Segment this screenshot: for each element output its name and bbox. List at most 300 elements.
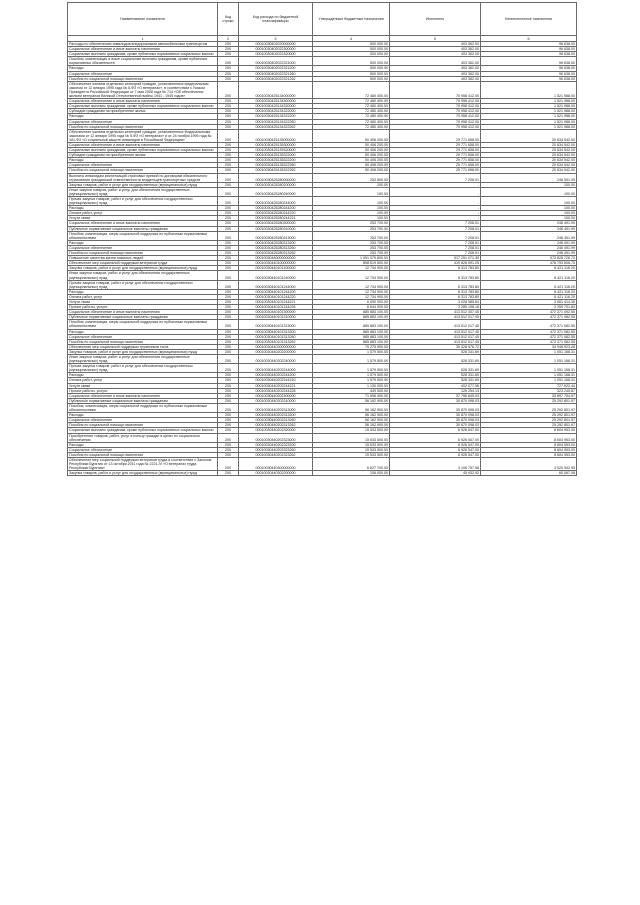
table-row [68, 280, 577, 289]
row-code-cell: 200 [218, 240, 239, 245]
row-unexecuted-cell: 25 292 801.97 [481, 423, 577, 428]
row-code-cell: 200 [218, 221, 239, 226]
row-unexecuted-cell: 1 051 168.31 [481, 373, 577, 378]
row-name-cell: Социальное обеспечение [68, 119, 218, 124]
row-name-cell: Социальное обеспечение и иные выплаты населению [68, 310, 218, 315]
row-unexecuted-cell: 60 067.08 [481, 471, 577, 476]
row-kbk-cell: 00010030440202310000 [239, 398, 313, 403]
row-code-cell: 200 [218, 299, 239, 304]
row-approved-cell: 15 533 500.00 [313, 433, 390, 442]
table-row [68, 197, 577, 206]
row-name-cell: Социальные выплаты гражданам, кроме публичных нормативных социальных выплат [68, 104, 218, 109]
row-kbk-cell: 00010030440101244200 [239, 289, 313, 294]
row-executed-cell: 6 313 783.80 [390, 271, 481, 280]
row-approved-cell: 72 480 400.00 [313, 109, 390, 114]
row-code-cell: 200 [218, 447, 239, 452]
row-kbk-cell: 00010030425280244221 [239, 216, 313, 221]
row-unexecuted-cell: 34 946 923.28 [481, 344, 577, 349]
row-approved-cell: 15 533 500.00 [313, 442, 390, 447]
row-unexecuted-cell: 1 521 988.00 [481, 81, 577, 98]
row-unexecuted-cell: 25 292 801.97 [481, 398, 577, 403]
row-name-cell: Закупка товаров, работ и услуг для государственных (муниципальных) нужд [68, 349, 218, 354]
row-code-cell: 200 [218, 168, 239, 173]
row-unexecuted-cell: 246 591.99 [481, 173, 577, 182]
row-approved-cell: 12 734 900.00 [313, 271, 390, 280]
row-approved-cell: 15 533 500.00 [313, 447, 390, 452]
row-kbk-cell: 00010030440202200000 [239, 349, 313, 354]
row-code-cell: 200 [218, 423, 239, 428]
row-executed-cell: 70 958 412.00 [390, 114, 481, 119]
row-kbk-cell: 00010030440101244221 [239, 299, 313, 304]
row-name-cell: Расходы [68, 66, 218, 71]
row-approved-cell: 885 883 100.00 [313, 329, 390, 334]
row-kbk-cell: 00010030440202313200 [239, 413, 313, 418]
row-executed-cell: - [390, 206, 481, 211]
row-kbk-cell: 00010030440202244221 [239, 383, 313, 388]
row-approved-cell: 72 480 400.00 [313, 119, 390, 124]
row-approved-cell: 70 275 900.00 [313, 344, 390, 349]
row-code-cell: 200 [218, 339, 239, 344]
row-unexecuted-cell: 8 604 953.00 [481, 447, 577, 452]
row-executed-cell: 7 208.01 [390, 173, 481, 182]
row-unexecuted-cell: 96 638.00 [481, 66, 577, 71]
row-name-cell: Иные закупки товаров, работ и услуг для обеспечения государственных (муниципальных) нужд [68, 187, 218, 196]
row-unexecuted-cell: 96 638.00 [481, 71, 577, 76]
row-approved-cell: 56 162 900.00 [313, 398, 390, 403]
row-approved-cell: 253 700.00 [313, 240, 390, 245]
row-approved-cell: 898 619 600.00 [313, 261, 390, 266]
row-code-cell: 200 [218, 373, 239, 378]
row-executed-cell: 6 926 547.00 [390, 428, 481, 433]
row-approved-cell: 100.00 [313, 211, 390, 216]
row-code-cell: 200 [218, 231, 239, 240]
row-kbk-cell: 00010030440200000000 [239, 344, 313, 349]
row-name-cell: Субсидии гражданам на приобретение жилья [68, 109, 218, 114]
row-code-cell: 200 [218, 364, 239, 373]
table-row [68, 320, 577, 329]
row-kbk-cell: 00010030440202300000 [239, 393, 313, 398]
row-kbk-cell: 00010030440202323000 [239, 433, 313, 442]
row-approved-cell: 50 406 200.00 [313, 163, 390, 168]
row-approved-cell: 56 162 900.00 [313, 418, 390, 423]
row-approved-cell: 1 579 500.00 [313, 373, 390, 378]
row-approved-cell: 6 627 700.00 [313, 457, 390, 470]
row-unexecuted-cell: 323 245.87 [481, 388, 577, 393]
row-unexecuted-cell: 246 491.99 [481, 251, 577, 256]
row-kbk-cell: 00010030402022321200 [239, 66, 313, 71]
row-code-cell: 200 [218, 349, 239, 354]
row-executed-cell: 3 285 198.16 [390, 305, 481, 310]
row-code-cell: 200 [218, 142, 239, 147]
row-executed-cell: 403 362.00 [390, 47, 481, 52]
row-name-cell: Пособия по социальной помощи населению [68, 76, 218, 81]
row-approved-cell: 1 579 500.00 [313, 378, 390, 383]
row-kbk-cell: 00010030425280313000 [239, 231, 313, 240]
row-name-cell: Прочая закупка товаров, работ и услуг для обеспечения государственных (муниципальных) нужд [68, 364, 218, 373]
row-code-cell: 200 [218, 310, 239, 315]
row-name-cell: Услуги связи [68, 216, 218, 221]
row-name-cell: Закупка товаров, работ и услуг для государственных (муниципальных) нужд [68, 182, 218, 187]
row-name-cell: Расходы [68, 240, 218, 245]
row-unexecuted-cell: 20 634 542.00 [481, 129, 577, 142]
row-unexecuted-cell: 1 521 988.00 [481, 114, 577, 119]
row-executed-cell: 528 331.69 [390, 355, 481, 364]
row-name-cell: Субсидии гражданам на приобретение жилья [68, 153, 218, 158]
row-name-cell: Повышение качества жизни пожилых людей [68, 256, 218, 261]
table-header-row [68, 3, 577, 36]
row-kbk-cell: 00010030425280244220 [239, 211, 313, 216]
row-name-cell: Расходы [68, 329, 218, 334]
row-name-cell: Пособия по социальной помощи населению [68, 251, 218, 256]
row-unexecuted-cell: 100.00 [481, 211, 577, 216]
row-executed-cell: 30 870 098.03 [390, 403, 481, 412]
row-code-cell: 200 [218, 442, 239, 447]
row-approved-cell: 100.00 [313, 197, 390, 206]
row-kbk-cell: 00010030425134322262 [239, 124, 313, 129]
row-unexecuted-cell: 20 634 542.00 [481, 158, 577, 163]
row-name-cell: Выплаты инвалидам компенсаций страховых премий по договорам обязательного страхования гражданской ответственности владельцев транспортных средств [68, 173, 218, 182]
row-kbk-cell: 00010030440101244226 [239, 305, 313, 310]
row-executed-cell: 413 512 017.45 [390, 334, 481, 339]
row-code-cell: 200 [218, 393, 239, 398]
row-approved-cell: 72 480 400.00 [313, 114, 390, 119]
row-unexecuted-cell: 25 292 801.97 [481, 403, 577, 412]
header-indicator-name: Наименование показателя [68, 3, 218, 36]
row-kbk-cell: 00010030402020000000 [239, 42, 313, 47]
row-kbk-cell: 00010030440202313000 [239, 403, 313, 412]
row-kbk-cell: 00010030440202240000 [239, 355, 313, 364]
row-unexecuted-cell: 20 634 542.00 [481, 163, 577, 168]
row-executed-cell: 528 331.69 [390, 378, 481, 383]
row-name-cell: Пособия, компенсации, меры социальной поддержки по публичным нормативным обязательствам [68, 320, 218, 329]
row-code-cell: 200 [218, 148, 239, 153]
row-name-cell: Оплата работ, услуг [68, 211, 218, 216]
row-name-cell: Пособия по социальной помощи населению [68, 423, 218, 428]
row-executed-cell: 7 208.01 [390, 251, 481, 256]
row-unexecuted-cell: 20 634 542.00 [481, 168, 577, 173]
row-kbk-cell: 00010030425280310000 [239, 226, 313, 231]
row-code-cell: 200 [218, 398, 239, 403]
table-row [68, 129, 577, 142]
row-executed-cell: - [390, 187, 481, 196]
row-code-cell: 200 [218, 187, 239, 196]
table-row [68, 433, 577, 442]
row-executed-cell: 3 106 757.58 [390, 457, 481, 470]
row-code-cell: 200 [218, 388, 239, 393]
row-approved-cell: 1 579 500.00 [313, 355, 390, 364]
row-approved-cell: 106 000.00 [313, 471, 390, 476]
row-executed-cell: 7 208.01 [390, 231, 481, 240]
row-approved-cell: 885 883 100.00 [313, 310, 390, 315]
row-kbk-cell: 00010030440202323260 [239, 447, 313, 452]
row-kbk-cell: 00010030440302200000 [239, 471, 313, 476]
row-executed-cell: 6 313 783.80 [390, 280, 481, 289]
row-kbk-cell: 00010030440202313260 [239, 418, 313, 423]
column-number: 3 [239, 36, 313, 42]
row-approved-cell: 56 162 900.00 [313, 413, 390, 418]
row-unexecuted-cell: 1 521 988.00 [481, 104, 577, 109]
row-approved-cell: 885 883 100.00 [313, 339, 390, 344]
row-approved-cell: 100.00 [313, 187, 390, 196]
row-executed-cell: 70 958 412.00 [390, 81, 481, 98]
row-code-cell: 200 [218, 163, 239, 168]
row-approved-cell: 100.00 [313, 182, 390, 187]
row-code-cell: 200 [218, 355, 239, 364]
row-approved-cell: 885 883 100.00 [313, 334, 390, 339]
row-name-cell: Расходы [68, 289, 218, 294]
header-line-code: Код строки [218, 3, 239, 36]
row-approved-cell: 72 480 400.00 [313, 104, 390, 109]
row-code-cell: 200 [218, 104, 239, 109]
row-executed-cell: - [390, 216, 481, 221]
row-unexecuted-cell: 20 634 542.00 [481, 148, 577, 153]
row-approved-cell: 56 162 900.00 [313, 403, 390, 412]
row-unexecuted-cell: 20 634 542.00 [481, 142, 577, 147]
row-approved-cell: 253 800.00 [313, 173, 390, 182]
row-code-cell: 200 [218, 452, 239, 457]
row-code-cell: 200 [218, 329, 239, 334]
row-unexecuted-cell: 472 371 082.55 [481, 320, 577, 329]
row-kbk-cell: 00010030425134322000 [239, 109, 313, 114]
row-unexecuted-cell: 1 521 988.00 [481, 99, 577, 104]
row-unexecuted-cell: 472 371 082.55 [481, 334, 577, 339]
row-executed-cell: 29 771 658.00 [390, 129, 481, 142]
row-executed-cell: 30 870 098.03 [390, 423, 481, 428]
row-approved-cell: 100.00 [313, 216, 390, 221]
row-executed-cell: 403 362.00 [390, 57, 481, 66]
row-unexecuted-cell: 472 371 082.55 [481, 339, 577, 344]
row-executed-cell: 7 208.01 [390, 245, 481, 250]
row-name-cell: Социальные выплаты гражданам, кроме публичных нормативных социальных выплат [68, 148, 218, 153]
row-executed-cell: 413 512 017.45 [390, 315, 481, 320]
row-code-cell: 200 [218, 280, 239, 289]
row-approved-cell: 12 734 900.00 [313, 266, 390, 271]
row-code-cell: 200 [218, 206, 239, 211]
row-approved-cell: 6 644 900.00 [313, 305, 390, 310]
row-name-cell: Пособия по социальной помощи населению [68, 168, 218, 173]
row-code-cell: 200 [218, 245, 239, 250]
row-name-cell: Закупка товаров, работ и услуг для государственных (муниципальных) нужд [68, 471, 218, 476]
row-name-cell: Социальное обеспечение [68, 418, 218, 423]
table-row [68, 457, 577, 470]
row-kbk-cell: 00010030425280313262 [239, 251, 313, 256]
row-unexecuted-cell: 3 359 701.84 [481, 305, 577, 310]
row-approved-cell: 500 000.00 [313, 52, 390, 57]
row-unexecuted-cell: 1 521 988.00 [481, 109, 577, 114]
row-unexecuted-cell: 100.00 [481, 206, 577, 211]
row-unexecuted-cell: 3 061 414.36 [481, 299, 577, 304]
row-executed-cell: 29 771 658.00 [390, 163, 481, 168]
row-approved-cell: 50 406 200.00 [313, 142, 390, 147]
row-unexecuted-cell: 96 638.00 [481, 52, 577, 57]
row-executed-cell: 70 958 412.00 [390, 99, 481, 104]
row-code-cell: 200 [218, 211, 239, 216]
row-unexecuted-cell: 6 421 116.20 [481, 266, 577, 271]
row-kbk-cell: 00010030440101313200 [239, 329, 313, 334]
row-unexecuted-cell: 246 491.99 [481, 245, 577, 250]
row-code-cell: 200 [218, 320, 239, 329]
row-code-cell: 200 [218, 76, 239, 81]
table-row [68, 81, 577, 98]
row-executed-cell: 30 870 098.03 [390, 398, 481, 403]
row-unexecuted-cell: 1 051 168.31 [481, 355, 577, 364]
row-executed-cell: 419 826 091.25 [390, 261, 481, 266]
row-executed-cell: 403 362.00 [390, 71, 481, 76]
row-approved-cell: 253 700.00 [313, 226, 390, 231]
row-code-cell: 200 [218, 81, 239, 98]
row-code-cell: 200 [218, 315, 239, 320]
row-executed-cell: 6 313 783.80 [390, 266, 481, 271]
row-code-cell: 200 [218, 289, 239, 294]
row-unexecuted-cell: 96 638.00 [481, 57, 577, 66]
row-code-cell: 200 [218, 66, 239, 71]
table-row [68, 471, 577, 476]
row-executed-cell: 37 796 645.03 [390, 393, 481, 398]
row-name-cell: Расходы [68, 373, 218, 378]
row-kbk-cell: 00010030440202244200 [239, 373, 313, 378]
row-code-cell: 200 [218, 216, 239, 221]
row-approved-cell: 1 579 500.00 [313, 364, 390, 373]
row-approved-cell: 1 579 500.00 [313, 349, 390, 354]
row-code-cell: 200 [218, 158, 239, 163]
row-unexecuted-cell: 1 051 168.31 [481, 378, 577, 383]
row-unexecuted-cell: 246 491.99 [481, 240, 577, 245]
row-kbk-cell: 00010030440202320000 [239, 428, 313, 433]
row-kbk-cell: 00010030440202244220 [239, 378, 313, 383]
row-code-cell: 200 [218, 266, 239, 271]
row-name-cell: Обеспечение мер социальной поддержки ветеранов труда в соответствии с Законом Республики Бурятия от 13 октября 2011 года № 2221-IV «О ветеранах труда Республики Бурятия» [68, 457, 218, 470]
row-executed-cell: 6 926 547.00 [390, 452, 481, 457]
row-kbk-cell: 00010030425135322262 [239, 168, 313, 173]
row-approved-cell: 500 000.00 [313, 47, 390, 52]
row-executed-cell: 70 958 412.00 [390, 119, 481, 124]
row-approved-cell: 885 883 100.00 [313, 320, 390, 329]
row-kbk-cell: 00010030402022321262 [239, 76, 313, 81]
header-unexecuted: Неисполненные назначения [481, 3, 577, 36]
row-executed-cell: 29 771 658.00 [390, 168, 481, 173]
row-name-cell: Расходы по обеспечению инвалидов внедорожными автомобильным транспортом [68, 42, 218, 47]
row-code-cell: 200 [218, 344, 239, 349]
row-name-cell: Публичные нормативные социальные выплаты гражданам [68, 226, 218, 231]
row-name-cell: Обеспечение мер социальной поддержки ветеранов труда [68, 261, 218, 266]
row-approved-cell: 50 406 200.00 [313, 148, 390, 153]
row-unexecuted-cell: 6 421 116.20 [481, 271, 577, 280]
row-kbk-cell: 00010030425135322000 [239, 153, 313, 158]
row-code-cell: 200 [218, 383, 239, 388]
row-kbk-cell: 00010030425280313260 [239, 245, 313, 250]
row-executed-cell: 29 771 658.00 [390, 153, 481, 158]
row-executed-cell: 528 331.69 [390, 349, 481, 354]
table-row [68, 355, 577, 364]
row-code-cell: 200 [218, 334, 239, 339]
row-unexecuted-cell: 472 371 092.55 [481, 310, 577, 315]
table-row [68, 403, 577, 412]
row-name-cell: Оплата работ, услуг [68, 294, 218, 299]
row-kbk-cell: 00010030425134322260 [239, 119, 313, 124]
row-kbk-cell: 00010030402022321260 [239, 71, 313, 76]
row-approved-cell: 72 480 400.00 [313, 124, 390, 129]
row-name-cell: Пособия, компенсации, меры социальной поддержки по публичным нормативным обязательствам [68, 403, 218, 412]
row-unexecuted-cell: 96 638.00 [481, 76, 577, 81]
row-approved-cell: 500 000.00 [313, 76, 390, 81]
row-approved-cell: 50 406 200.00 [313, 168, 390, 173]
row-kbk-cell: 00010030440101244220 [239, 294, 313, 299]
row-code-cell: 200 [218, 197, 239, 206]
row-kbk-cell: 00010030425280000000 [239, 173, 313, 182]
row-kbk-cell: 00010030402022321000 [239, 57, 313, 66]
row-name-cell: Социальное обеспечение [68, 163, 218, 168]
row-approved-cell: 71 596 400.00 [313, 393, 390, 398]
row-kbk-cell: 00010030440101200000 [239, 266, 313, 271]
row-approved-cell: 253 700.00 [313, 251, 390, 256]
row-kbk-cell: 00010030425280300000 [239, 221, 313, 226]
table-row [68, 187, 577, 196]
row-approved-cell: 500 000.00 [313, 66, 390, 71]
row-kbk-cell: 00010030440202244000 [239, 364, 313, 373]
row-code-cell: 200 [218, 42, 239, 47]
row-code-cell: 200 [218, 71, 239, 76]
row-name-cell: Расходы [68, 442, 218, 447]
row-code-cell: 200 [218, 226, 239, 231]
row-executed-cell: 7 208.01 [390, 221, 481, 226]
row-kbk-cell: 00010030425134322200 [239, 114, 313, 119]
row-executed-cell: 30 870 098.03 [390, 413, 481, 418]
row-code-cell: 200 [218, 413, 239, 418]
row-executed-cell: 6 926 547.00 [390, 447, 481, 452]
row-kbk-cell: 00010030425135000000 [239, 129, 313, 142]
row-kbk-cell: 00010030440202323200 [239, 442, 313, 447]
row-kbk-cell: 00010030425280244200 [239, 206, 313, 211]
row-name-cell: Иные закупки товаров, работ и услуг для обеспечения государственных (муниципальных) нужд [68, 271, 218, 280]
row-name-cell: Расходы [68, 114, 218, 119]
row-executed-cell: 6 926 547.00 [390, 442, 481, 447]
row-unexecuted-cell: 246 491.99 [481, 231, 577, 240]
row-executed-cell: - [390, 211, 481, 216]
row-code-cell: 200 [218, 182, 239, 187]
row-name-cell: Пособия по социальной помощи населению [68, 452, 218, 457]
table-row [68, 173, 577, 182]
row-name-cell: Прочая закупка товаров, работ и услуг для обеспечения государственных (муниципальных) нужд [68, 280, 218, 289]
row-name-cell: Иные закупки товаров, работ и услуг для обеспечения государственных (муниципальных) нужд [68, 355, 218, 364]
row-kbk-cell: 00010030425280240000 [239, 187, 313, 196]
row-approved-cell: 15 533 500.00 [313, 452, 390, 457]
row-name-cell: Пособия, компенсации, меры социальной поддержки по публичным нормативным обязательствам [68, 231, 218, 240]
row-code-cell: 200 [218, 305, 239, 310]
row-code-cell: 200 [218, 403, 239, 412]
row-executed-cell: 6 313 783.80 [390, 294, 481, 299]
row-kbk-cell: 00010030440000000000 [239, 256, 313, 261]
row-kbk-cell: 00010030425134300000 [239, 99, 313, 104]
row-approved-cell: 72 480 400.00 [313, 99, 390, 104]
row-executed-cell: 528 331.69 [390, 364, 481, 373]
row-approved-cell: 50 406 200.00 [313, 129, 390, 142]
header-executed: Исполнено [390, 3, 481, 36]
row-executed-cell: 30 870 098.03 [390, 418, 481, 423]
row-executed-cell: 70 958 412.00 [390, 104, 481, 109]
row-approved-cell: 1 130 000.00 [313, 383, 390, 388]
row-approved-cell: 500 000.00 [313, 42, 390, 47]
row-approved-cell: 72 480 400.00 [313, 81, 390, 98]
row-name-cell: Пособия по социальной помощи населению [68, 339, 218, 344]
row-unexecuted-cell: 96 638.00 [481, 42, 577, 47]
row-kbk-cell: 00010030425280313200 [239, 240, 313, 245]
row-unexecuted-cell: 1 051 168.31 [481, 364, 577, 373]
row-approved-cell: 6 090 000.00 [313, 299, 390, 304]
row-name-cell: Пособия по социальной помощи населению [68, 124, 218, 129]
row-unexecuted-cell: 246 491.99 [481, 221, 577, 226]
row-code-cell: 200 [218, 418, 239, 423]
row-code-cell: 200 [218, 57, 239, 66]
